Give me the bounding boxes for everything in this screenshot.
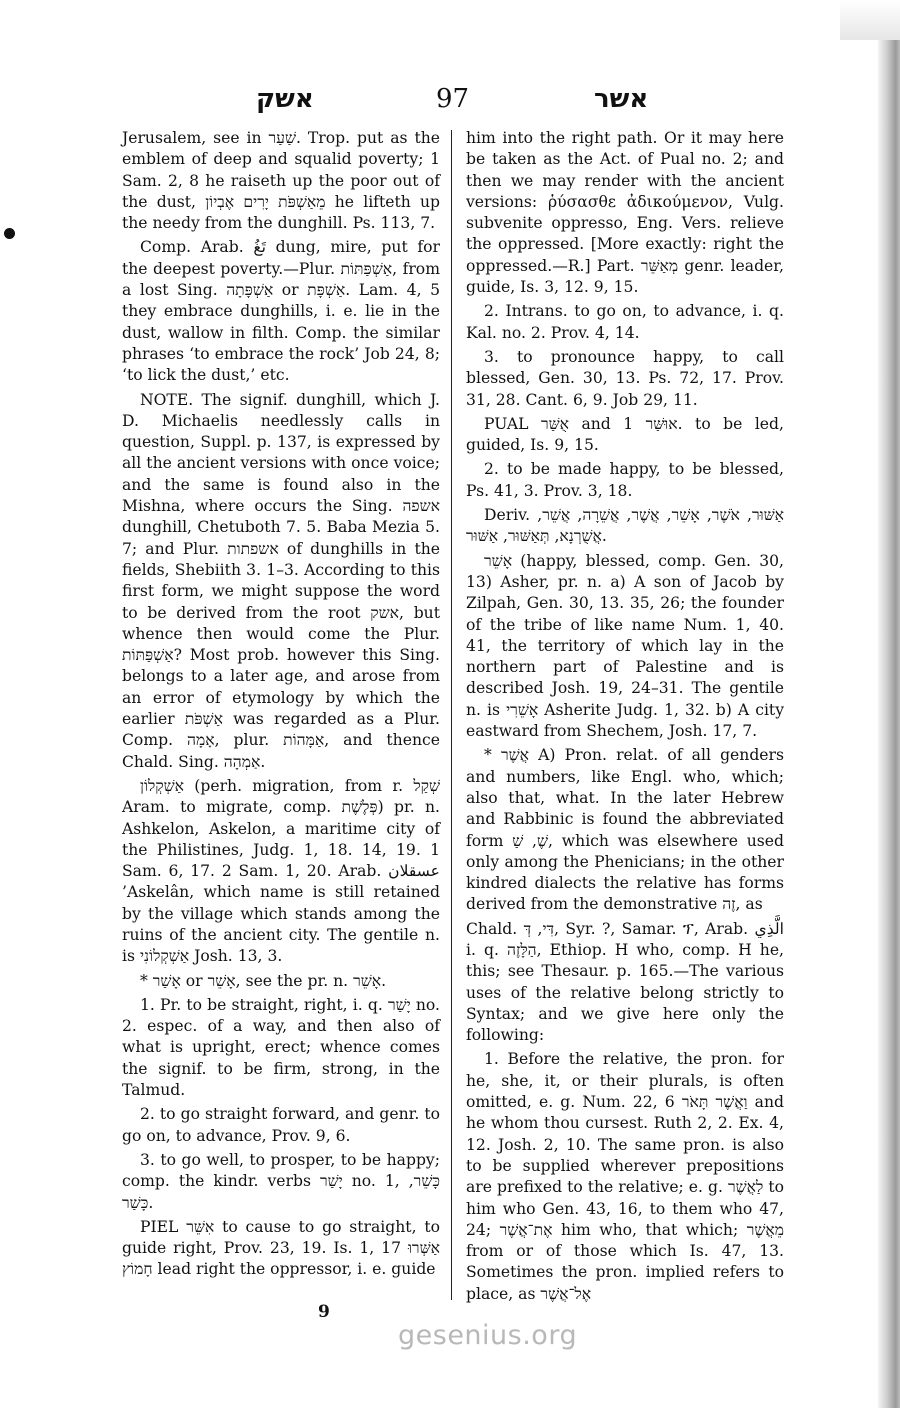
signature-mark: 9: [318, 1302, 330, 1322]
watermark-footer: gesenius.org: [398, 1320, 578, 1351]
note-paragraph: NOTE. The signif. dunghill, which J. D. Michaelis needlessly calls in question, Suppl. p. 137, is expressed by all the ancient versions with once voice; and the same is found also in the Mishna, where occurs the Sing. אשפה dunghill, Chetuboth 7. 5. Baba Mezia 5. 7; and Plur. אשפתות of dunghills in the fields, Shebiith 3. 1–3. According to this first form, we might suppose the word to be derived from the root אשק, but whence then would come the Plur. אַשְׁפַּתּוֹת? Most prob. however this Sing. belongs to a later age, and arose from an error of etymology by which the earlier אַשְׁפֹּת was regarded as a Plur. Comp. אָמָה, plur. אַמָּהוֹת, and thence Chald. Sing. אַמְהָה.: [122, 390, 441, 771]
right-column: [466, 128, 784, 1308]
header-right-catchword: אשר: [594, 84, 649, 114]
page-number: 97: [436, 84, 470, 114]
page-edge-shadow: [878, 0, 900, 1408]
sense-paragraph: 2. Intrans. to go on, to advance, i. q. Kal. no. 2. Prov. 4, 14.: [466, 302, 784, 342]
paragraph: Chald. דִּי, דְּ, Syr. ?, Samar. ፕ, Arab. الَّذِي i. q. הַלָּזֶה, Ethiop. H who, comp. H he, this; see Thesaur. p. 165.—The various uses of the relative belong strictly to Syntax; and we give here only the following:: [466, 919, 785, 1045]
usage-paragraph: 1. Before the relative, the pron. for he, she, it, or their plurals, is often omitted, e. g. Num. 22, 6 וַאֲשֶׁר תָּאֹר and he whom thou cursest. Ruth 2, 2. Ex. 4, 12. Josh. 2, 10. The same pron. is also to be supplied wherever prepositions are prefixed to the relative; e. g. לַאֲשֶׁר to him who Gen. 43, 16, to them who 47, 24; אֶת־אֲשֶׁר him who, that which; מֵאֲשֶׁר from or of those which Is. 47, 13. Sometimes the pron. implied refers to place, as אֶל־אֲשֶׁר: [466, 1050, 784, 1303]
entry-asher-relative: * אֲשֶׁר A) Pron. relat. of all genders and numbers, like Engl. who, which; also that, what. In the later Hebrew and Rabbinic is found the abbreviated form שֶׁ, שַׁ, which was elsewhere used only among the Phenicians; in the other kindred dialects the relative has forms derived from the demonstrative זֶה, as: [466, 746, 785, 914]
entry-asher: אָשֵׁר (happy, blessed, comp. Gen. 30, 13) Asher, pr. n. a) A son of Jacob by Zilpah, Gen. 30, 13. 35, 26; the founder of the tribe of like name Num. 1, 40. 41, the territory of which lay in the northern part of Palestine and is described Josh. 19, 24–31. The gentile n. is אָשֵׁרִי Asherite Judg. 1, 32. b) A city eastward from Shechem, Josh. 17, 7.: [466, 551, 785, 741]
sense-paragraph: 2. to be made happy, to be blessed, Ps. 41, 3. Prov. 3, 18.: [466, 460, 784, 500]
sense-paragraph: 2. to go straight forward, and genr. to go on, to advance, Prov. 9, 6.: [122, 1105, 440, 1145]
paragraph: Comp. Arab. تَغُ dung, mire, put for the deepest poverty.—Plur. אַשְׁפַּתּוֹת, from a lost Sing. אַשְׁפָּתָה or אַשְׁפָּת. Lam. 4, 5 they embrace dunghills, i. e. lie in the dust, wallow in filth. Comp. the similar phrases ‘to embrace the rock’ Job 24, 8; ‘to lick the dust,’ etc.: [122, 238, 440, 385]
page-header: [120, 84, 850, 124]
entry-ashkelon: אַשְׁקְלוֹן (perh. migration, from r. שְׁקַל Aram. to migrate, comp. פְּלֶשֶׁת) pr. n. Ashkelon, Askelon, a maritime city of the Philistines, Judg. 1, 18. 14, 19. 1 Sam. 6, 17. 2 Sam. 1, 20. Arab. عسقلان ’Askelân, which name is still retained by the village which stands among the ruins of the ancient city. The gentile n. is אַשְׁקְלוֹנִי Josh. 13, 3.: [122, 776, 440, 966]
sense-paragraph: 3. to pronounce happy, to call blessed, Gen. 30, 13. Ps. 72, 17. Prov. 31, 28. Cant. 6, 9. Job 29, 11.: [466, 347, 784, 409]
column-divider: [451, 130, 452, 1300]
paragraph: Jerusalem, see in שַׁעַר. Trop. put as the emblem of deep and squalid poverty; 1 Sam. 2, 8 he raiseth up the poor out of the dust, מֵאַשְׁפֹּת יָרִים אֶבְיוֹן he lifteth up the needy from the dunghill. Ps. 113, 7.: [122, 129, 441, 233]
paragraph: him into the right path. Or it may here be taken as the Act. of Pual no. 2; and then we may render with the ancient versions: ῥύσασθε ἀδικούμενον, Vulg. subvenite oppresso, Eng. Vers. relieve the oppressed. [More exactly: right the oppressed.—R.] Part. מְאַשֵּׁר genr. leader, guide, Is. 3, 12. 9, 15.: [466, 129, 784, 297]
page-edge-top: [840, 0, 900, 40]
piel-paragraph: PIEL אִשֵּׁר to cause to go straight, to guide right, Prov. 23, 19. Is. 1, 17 אַשְּׁרוּ חָמוֹץ lead right the oppressor, i. e. guide: [122, 1217, 440, 1279]
derivatives-paragraph: Deriv. אַשּׁוּר, אֹשֶׁר, אָשֵׁר, אֲשֶׁר, אֲשֵׁרָה, אֲשֵׁר, אֲשֻׁרְנָא, תְּאַשּׁוּר, אַשּׁוּר.: [466, 506, 784, 546]
header-left-catchword: אשק: [256, 84, 314, 114]
left-column: [122, 128, 440, 1284]
sense-paragraph: 3. to go well, to prosper, to be happy; comp. the kindr. verbs יָשַׁר no. 1, כָּשֵׁר, כָּשַׁר.: [122, 1150, 440, 1212]
sense-paragraph: 1. Pr. to be straight, right, i. q. יָשַׁר no. 2. espec. of a way, and then also of what is upright, erect; whence comes the signif. to be firm, strong, in the Talmud.: [122, 995, 440, 1100]
entry-ashar: * אָשַׁר or אָשֵׁר, see the pr. n. אָשֵׁר.: [140, 971, 387, 990]
pual-paragraph: PUAL אֻשַּׁר and אוּשַּׁר 1. to be led, guided, Is. 9, 15.: [466, 414, 784, 455]
binding-hole-dot: [4, 228, 15, 239]
